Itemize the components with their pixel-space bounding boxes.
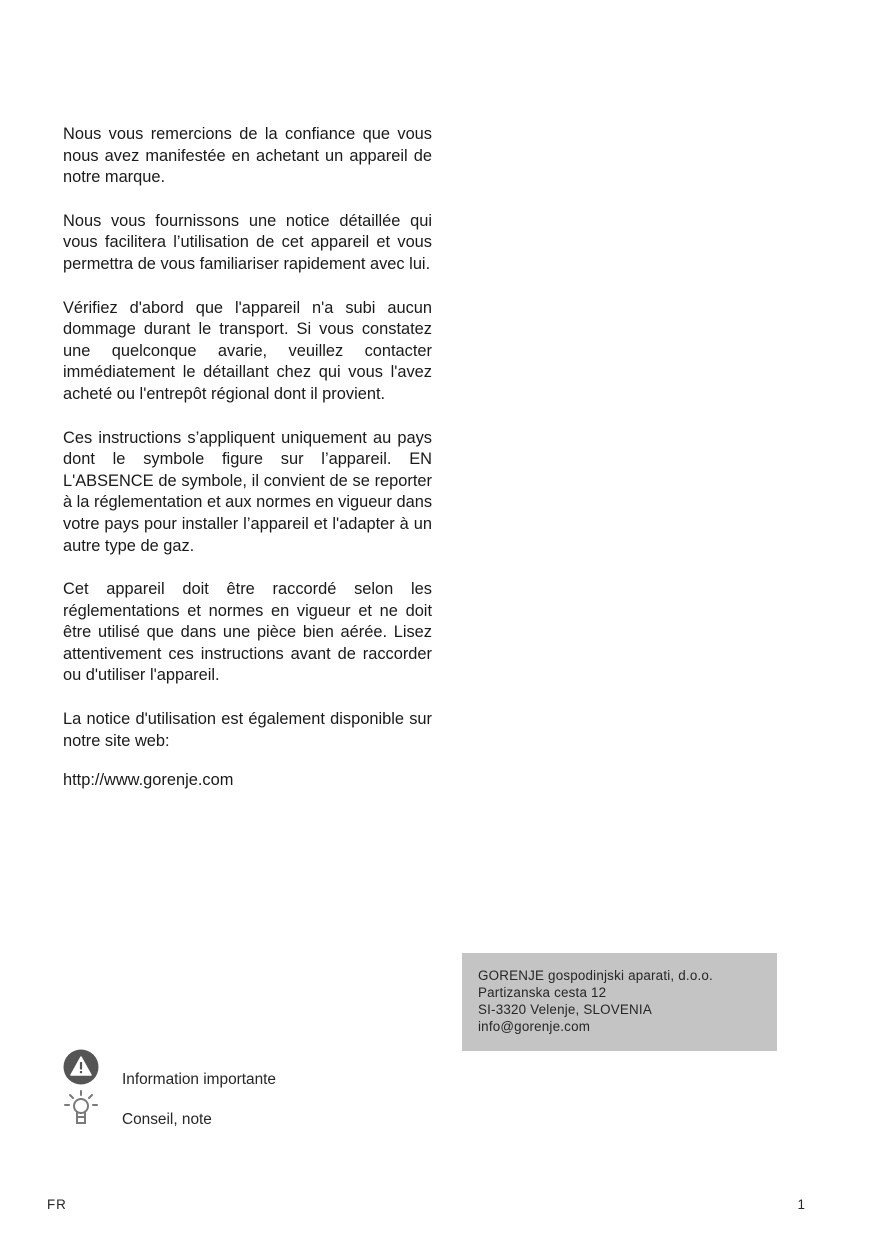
online-manual-paragraph: La notice d'utilisation est également disponible sur notre site web: xyxy=(63,710,432,750)
manual-paragraph: Nous vous fournissons une notice détaillée qui vous facilitera l’utilisation de cet appareil et vous permettra de vous familiariser rapidement avec lui. xyxy=(63,211,432,273)
country-symbol-paragraph: Ces instructions s’appliquent uniquement au pays dont le symbole figure sur l’appareil. EN L'ABSENCE de symbole, il convient de se reporter à la réglementation et aux normes en vigueur dans votre pays pour installer l’appareil et l'adapter à un autre type de gaz. xyxy=(63,428,433,555)
lightbulb-icon xyxy=(63,1091,99,1127)
company-name: GORENJE gospodinjski aparati, d.o.o. xyxy=(478,968,713,983)
damage-check-paragraph: Vérifiez d'abord que l'appareil n'a subi aucun dommage durant le transport. Si vous constatez une quelconque avarie, veuillez contacter immédiatement le détaillant chez qui vous l'avez acheté ou l'entrepôt régional dont il provient. xyxy=(63,298,432,403)
installation-paragraph: Cet appareil doit être raccordé selon les réglementations et normes en vigueur et ne doit être utilisé que dans une pièce bien aérée. Lisez attentivement ces instructions avant de raccorder ou d'utiliser l'appareil. xyxy=(63,580,432,685)
legend-important xyxy=(63,1049,276,1088)
company-address-box xyxy=(462,953,777,1051)
thanks-paragraph: Nous vous remercions de la confiance que vous nous avez manifestée en achetant un appareil de notre marque. xyxy=(63,125,432,187)
footer-language: FR xyxy=(47,1197,67,1212)
legend-tip xyxy=(63,1091,212,1128)
legend-tip-label: Conseil, note xyxy=(122,1111,212,1128)
intro-text xyxy=(63,124,432,814)
company-street: Partizanska cesta 12 xyxy=(478,985,607,1000)
legend-important-label: Information importante xyxy=(122,1071,276,1088)
company-city: SI-3320 Velenje, SLOVENIA xyxy=(478,1002,652,1017)
warning-icon xyxy=(63,1049,99,1085)
company-email[interactable]: info@gorenje.com xyxy=(478,1019,591,1034)
page-number: 1 xyxy=(797,1197,805,1212)
website-link[interactable]: http://www.gorenje.com xyxy=(63,771,234,790)
